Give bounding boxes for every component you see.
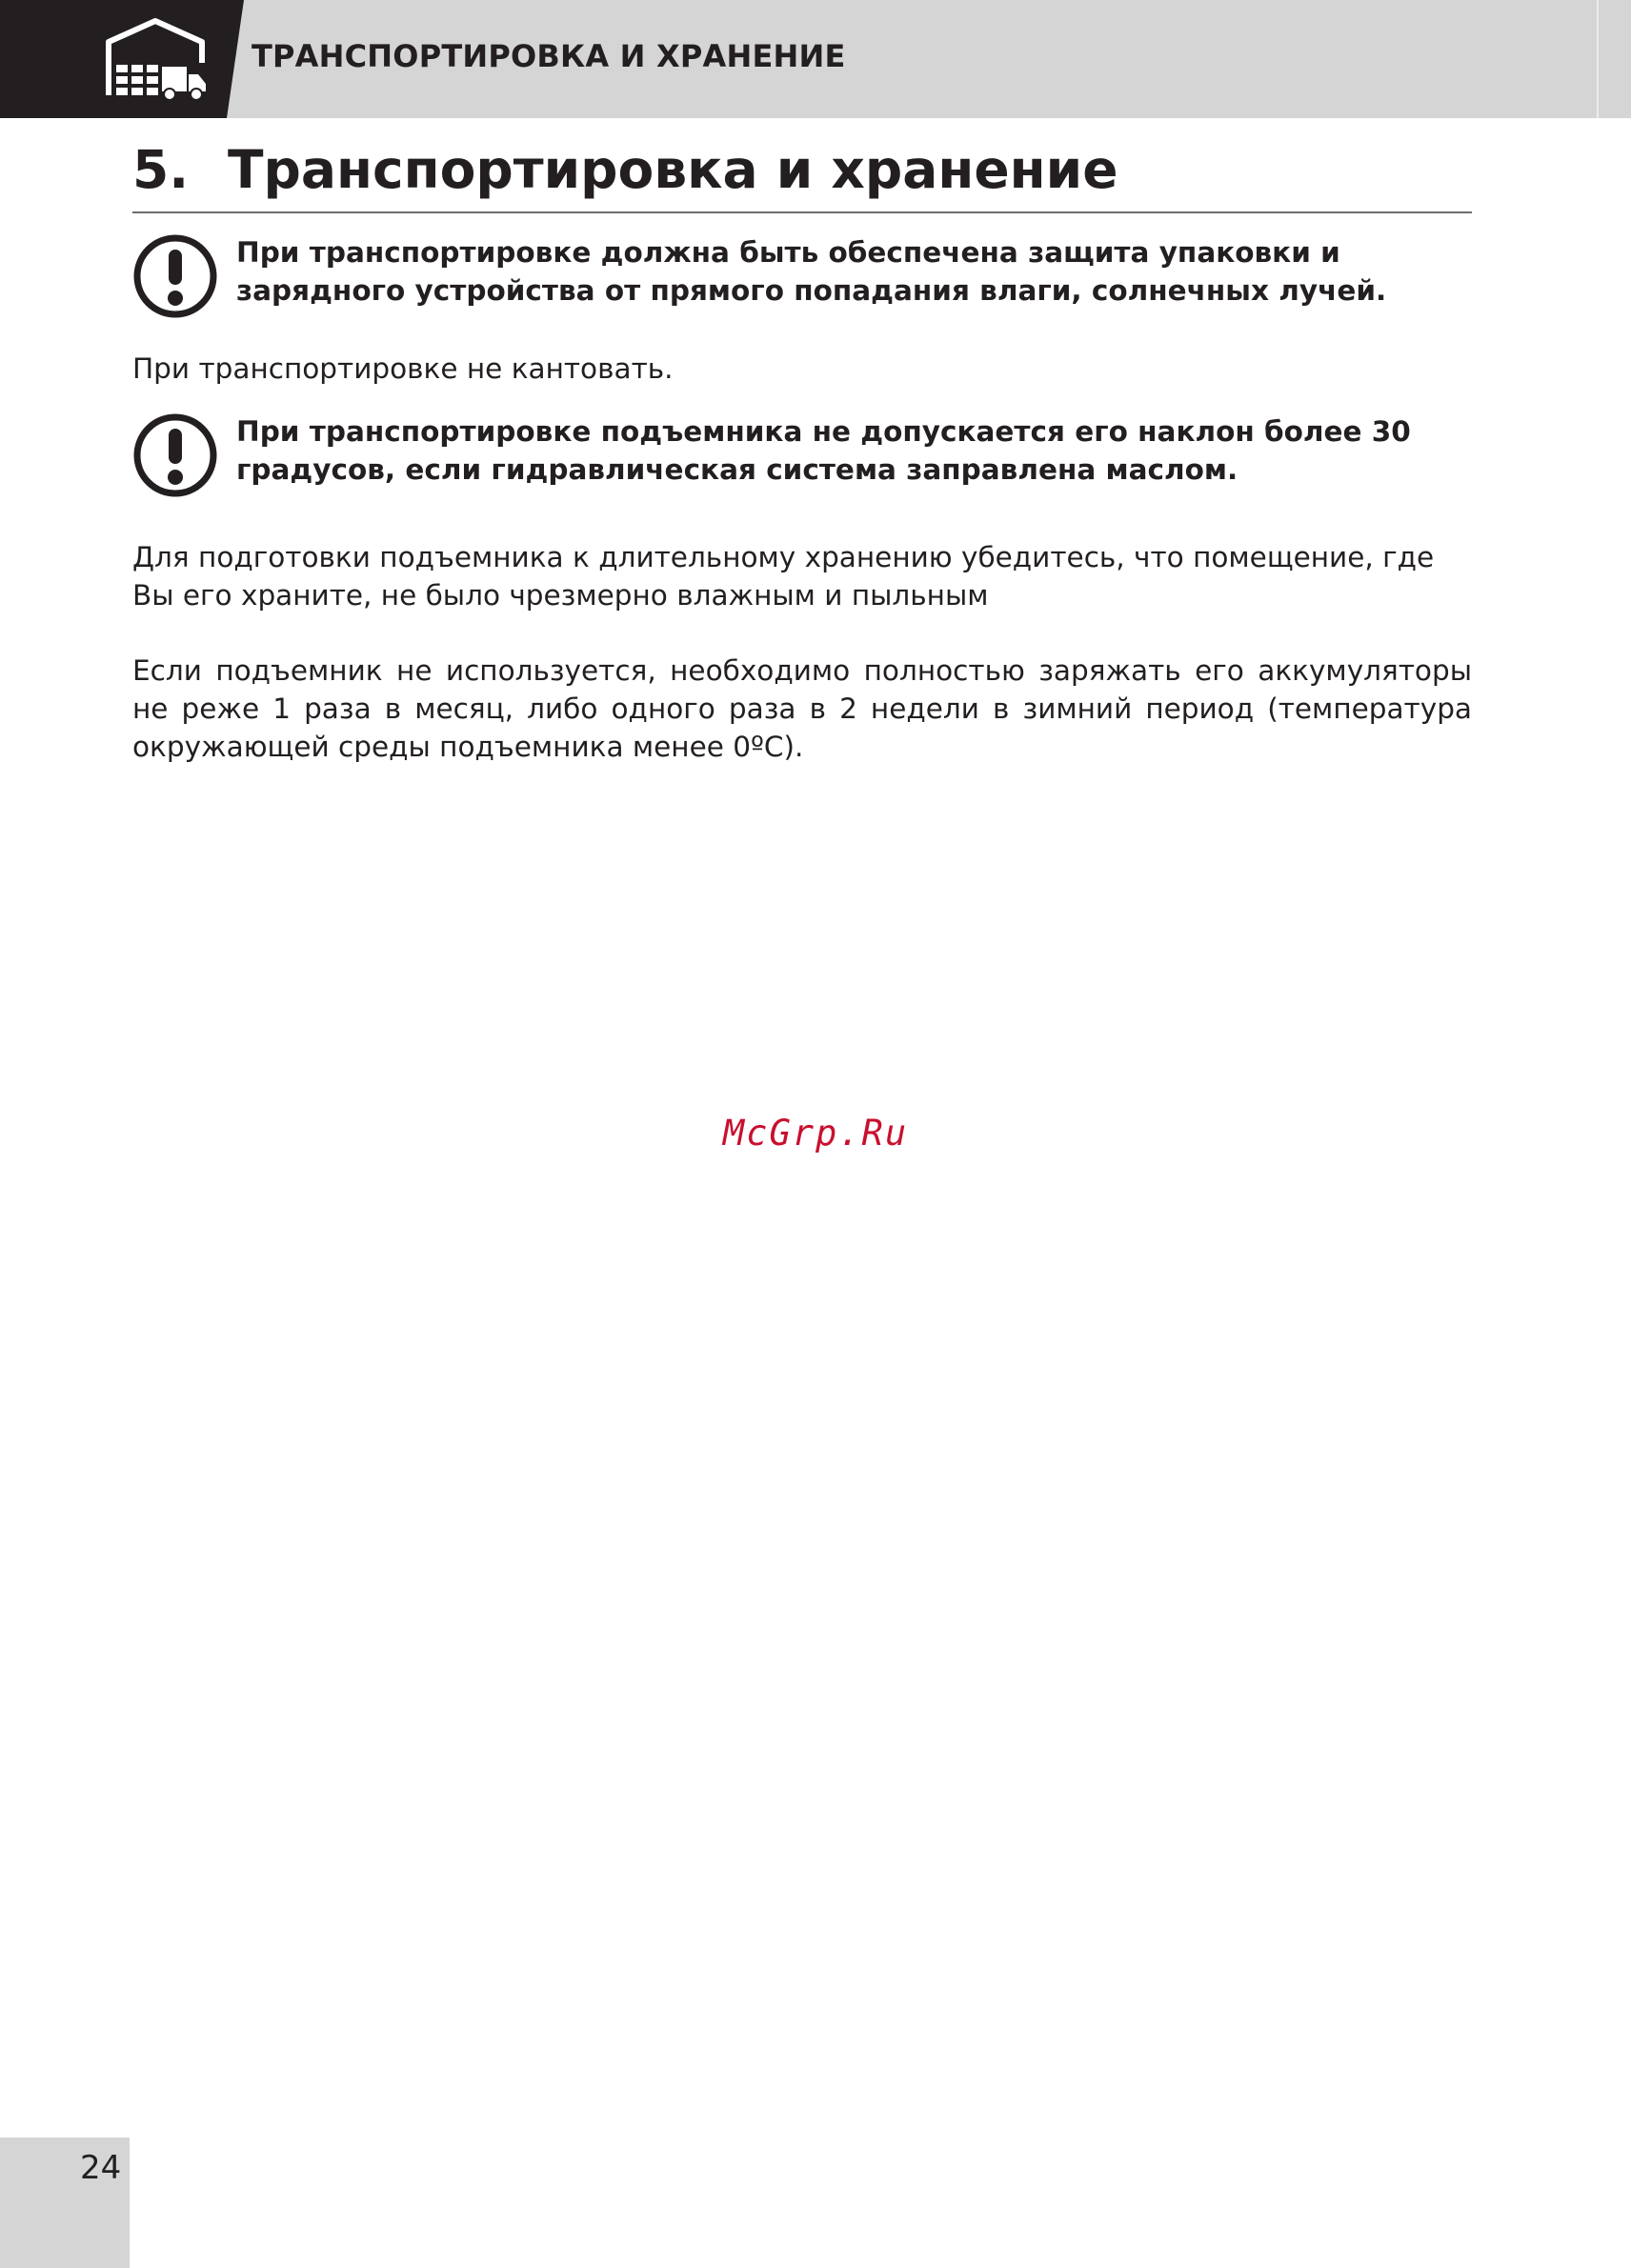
warning-text: При транспортировке должна быть обеспечена защита упаковки и зарядного устройства от прямого попадания влаги, солнечных лучей. xyxy=(236,236,1387,307)
section-title-text: Транспортировка и хранение xyxy=(228,139,1118,200)
paragraph: Для подготовки подъемника к длительному хранению убедитесь, что помещение, где Вы его храните, не было чрезмерно влажным и пыльным xyxy=(132,541,1435,612)
warehouse-truck-icon xyxy=(103,15,208,103)
warning-text: При транспортировке подъемника не допускается его наклон более 30 градусов, если гидравлическая система заправлена маслом. xyxy=(236,415,1411,486)
watermark: McGrp.Ru xyxy=(722,1113,909,1154)
title-rule xyxy=(132,211,1472,213)
page-title xyxy=(132,139,1118,200)
exclamation-circle-icon xyxy=(132,233,218,319)
paragraph: Если подъемник не используется, необходимо полностью заряжать его аккумуляторы не реже 1 раза в месяц, либо одного раза в 2 недели в зимний период (температура окружающей среды подъемника менее 0ºC). xyxy=(132,654,1472,763)
section-number: 5. xyxy=(132,139,190,200)
page-number: 24 xyxy=(80,2149,122,2187)
header-title: ТРАНСПОРТИРОВКА И ХРАНЕНИЕ xyxy=(252,38,846,74)
exclamation-circle-icon xyxy=(132,412,218,498)
header-divider xyxy=(1597,0,1599,118)
paragraph: При транспортировке не кантовать. xyxy=(132,352,674,385)
